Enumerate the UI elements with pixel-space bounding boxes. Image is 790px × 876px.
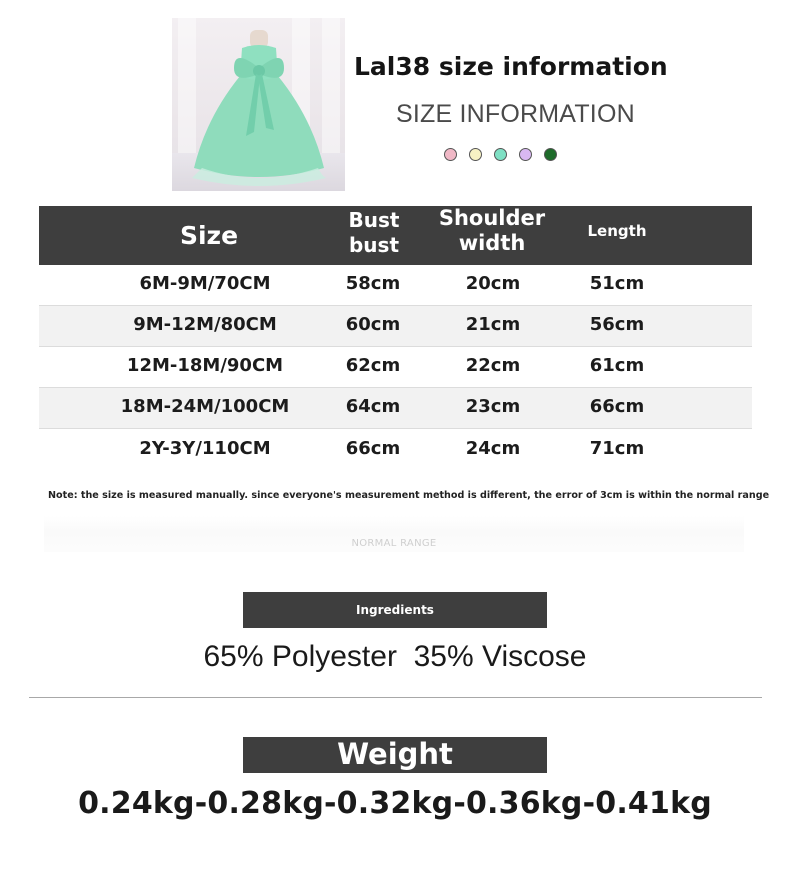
header-shoulder-width [422,205,562,256]
cell-shoulder: 22cm [465,355,521,376]
cell-size: 6M-9M/70CM [139,273,271,294]
cell-bust: 64cm [345,396,401,417]
cell-shoulder: 24cm [465,438,521,459]
cell-bust: 60cm [345,314,401,335]
header-size: Size [179,221,239,250]
swatch-green [544,148,557,161]
cell-length: 51cm [589,273,645,294]
cell-bust: 66cm [345,438,401,459]
product-photo [172,18,345,191]
table-row [39,265,752,306]
page-subtitle: SIZE INFORMATION [396,100,635,128]
size-table-header [39,206,752,265]
swatch-pink [444,148,457,161]
header-length: Length [587,222,647,240]
header-bust-line1: Bust [348,208,400,232]
table-row [39,388,752,429]
normal-range-banner [44,516,744,552]
measurement-note: Note: the size is measured manually. since everyone's measurement method is different, the error of 3cm is within the normal range [48,490,770,501]
row-divider [39,428,752,429]
cell-length: 56cm [589,314,645,335]
ingredients-label: Ingredients [243,592,547,628]
swatch-lavender [519,148,532,161]
page-title: Lal38 size information [354,52,668,81]
weight-label: Weight [243,737,547,773]
cell-shoulder: 23cm [465,396,521,417]
color-swatches [444,148,557,161]
cell-length: 66cm [589,396,645,417]
cell-shoulder: 20cm [465,273,521,294]
cell-bust: 62cm [345,355,401,376]
cell-size: 18M-24M/100CM [120,396,290,417]
cell-size: 9M-12M/80CM [133,314,277,335]
swatch-mint [494,148,507,161]
header-shoulder-line2: width [458,231,526,255]
table-row [39,306,752,347]
section-divider [29,697,762,698]
dress-icon [172,18,345,191]
cell-size: 2Y-3Y/110CM [139,438,271,459]
header-bust [334,206,414,258]
cell-size: 12M-18M/90CM [126,355,284,376]
cell-length: 61cm [589,355,645,376]
cell-shoulder: 21cm [465,314,521,335]
swatch-cream [469,148,482,161]
normal-range-label: NORMAL RANGE [351,538,437,549]
header-bust-line2: bust [348,233,400,257]
weight-value: 0.24kg-0.28kg-0.32kg-0.36kg-0.41kg [78,786,712,821]
table-row [39,347,752,388]
cell-length: 71cm [589,438,645,459]
header-shoulder-line1: Shoulder [438,206,546,230]
table-row [39,430,752,471]
ingredients-value: 65% Polyester 35% Viscose [203,640,587,673]
cell-bust: 58cm [345,273,401,294]
